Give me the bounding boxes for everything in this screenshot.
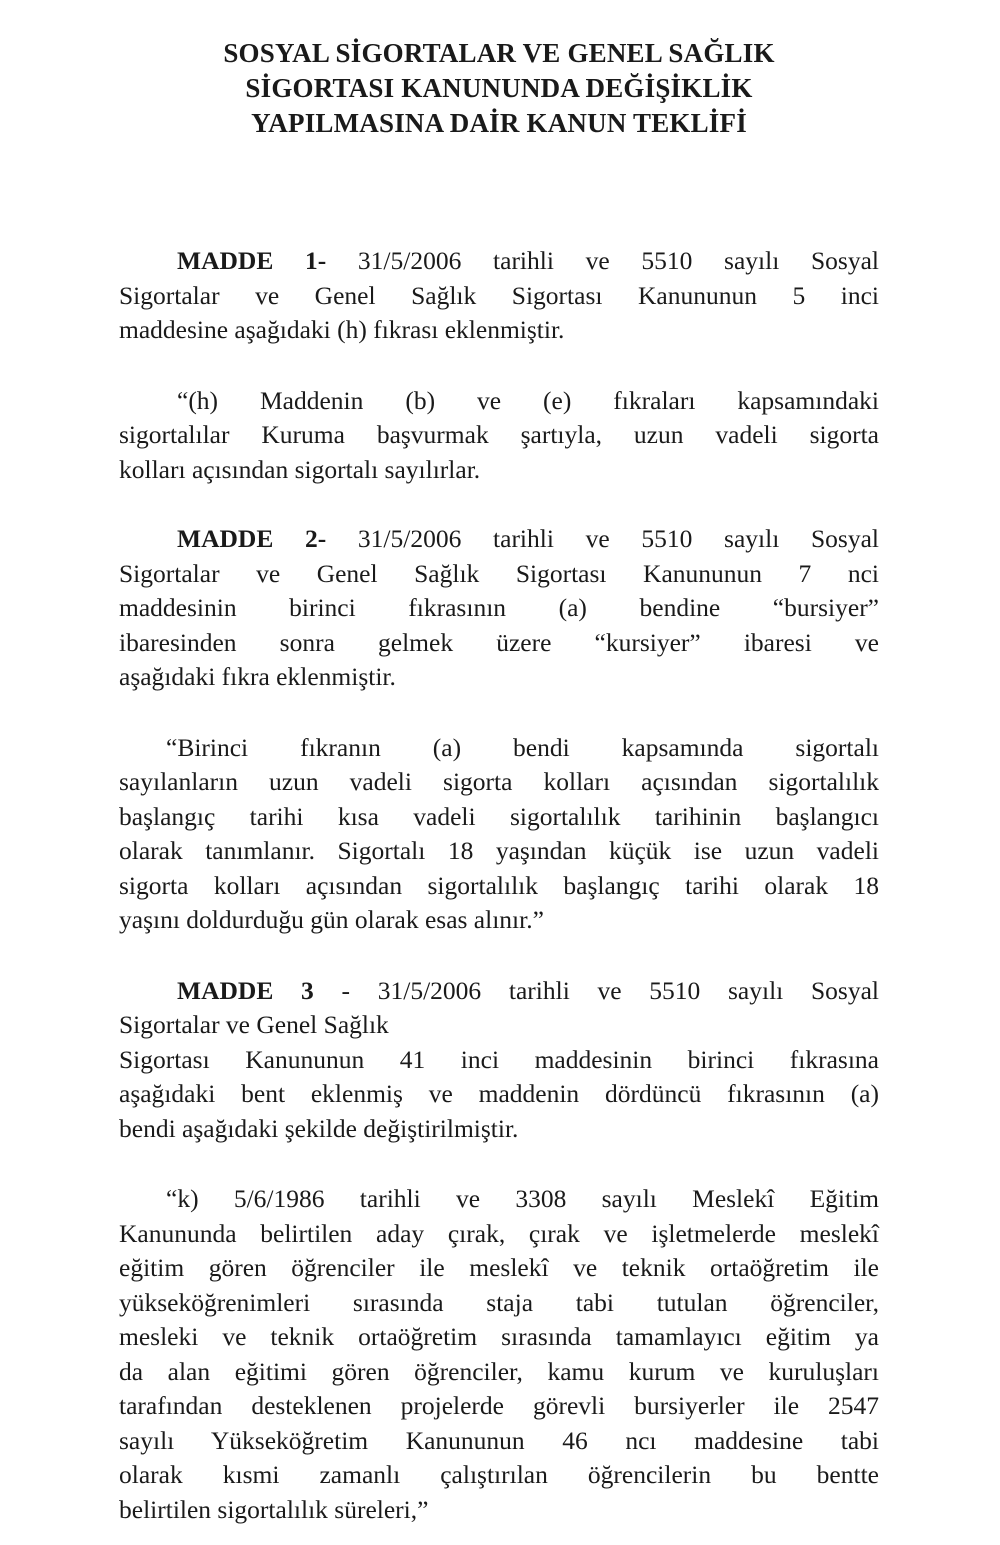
paragraph-line: Sigortalar ve Genel Sağlık (119, 1010, 389, 1039)
paragraph-line: eğitim gören öğrenciler ile meslekî ve teknik ortaöğretim ile (119, 1253, 879, 1282)
amendment-text-2 (119, 731, 879, 938)
article-1 (119, 244, 879, 348)
paragraph-line: aşağıdaki fıkra eklenmiştir. (119, 662, 396, 691)
article-2 (119, 522, 879, 695)
paragraph-line: sayılanların uzun vadeli sigorta kolları açısından sigortalılık (119, 767, 879, 796)
paragraph-line: bendi aşağıdaki şekilde değiştirilmiştir. (119, 1113, 519, 1143)
paragraph-line: Sigortası Kanununun 41 inci maddesinin birinci fıkrasına (119, 1044, 879, 1074)
article-3 (119, 974, 879, 1147)
paragraph-line: olarak tanımlanır. Sigortalı 18 yaşından küçük ise uzun vadeli (119, 836, 879, 865)
article-label: MADDE 3 (177, 975, 314, 1005)
paragraph-line: olarak kısmi zamanlı çalıştırılan öğrencilerin bu bentte (119, 1460, 879, 1489)
paragraph-line: “Birinci fıkranın (a) bendi kapsamında sigortalı (166, 732, 879, 762)
paragraph-line: maddesinin birinci fıkrasının (a) bendine “bursiyer” (119, 593, 879, 622)
amendment-text-3 (119, 1182, 879, 1527)
paragraph-line: sigorta kolları açısından sigortalılık başlangıç tarihi olarak 18 (119, 870, 879, 900)
paragraph-line: maddesine aşağıdaki (h) fıkrası eklenmiştir. (119, 315, 565, 344)
paragraph-line: “(h) Maddenin (b) ve (e) fıkraları kapsamındaki (177, 385, 879, 415)
article-label: MADDE 2- (177, 524, 327, 553)
paragraph-line: ibaresinden sonra gelmek üzere “kursiyer” ibaresi ve (119, 627, 879, 657)
paragraph-line: MADDE 1- 31/5/2006 tarihli ve 5510 sayılı Sosyal (177, 246, 879, 275)
paragraph-line: MADDE 2- 31/5/2006 tarihli ve 5510 sayılı Sosyal (177, 524, 879, 553)
paragraph-line: “k) 5/6/1986 tarihli ve 3308 sayılı Meslekî Eğitim (166, 1184, 879, 1213)
paragraph-line: mesleki ve teknik ortaöğretim sırasında tamamlayıcı eğitim ya (119, 1322, 879, 1351)
paragraph-line: belirtilen sigortalılık süreleri,” (119, 1494, 429, 1524)
paragraph-line: da alan eğitimi gören öğrenciler, kamu kurum ve kuruluşları (119, 1356, 879, 1386)
paragraph-line: Kanununda belirtilen aday çırak, çırak ve işletmelerde meslekî (119, 1218, 879, 1248)
paragraph-line: sigortalılar Kuruma başvurmak şartıyla, uzun vadeli sigorta (119, 420, 879, 449)
article-label: MADDE 1- (177, 246, 327, 275)
document-title (119, 36, 879, 141)
paragraph-line: yaşını doldurduğu gün olarak esas alınır.” (119, 905, 544, 934)
paragraph-line: sayılı Yükseköğretim Kanununun 46 ncı maddesine tabi (119, 1425, 879, 1455)
paragraph-line: kolları açısından sigortalı sayılırlar. (119, 454, 481, 484)
document-page (119, 36, 879, 1527)
paragraph-line: aşağıdaki bent eklenmiş ve maddenin dördüncü fıkrasının (a) (119, 1079, 879, 1108)
paragraph-line: Sigortalar ve Genel Sağlık Sigortası Kanununun 7 nci (119, 558, 879, 588)
paragraph-line: tarafından desteklenen projelerde görevli bursiyerler ile 2547 (119, 1391, 879, 1420)
paragraph-line: MADDE 3 - 31/5/2006 tarihli ve 5510 sayılı Sosyal (177, 975, 879, 1005)
title-line: YAPILMASINA DAİR KANUN TEKLİFİ (251, 108, 747, 138)
title-line: SİGORTASI KANUNUNDA DEĞİŞİKLİK (245, 73, 753, 103)
amendment-text-1 (119, 384, 879, 488)
title-line: SOSYAL SİGORTALAR VE GENEL SAĞLIK (223, 38, 775, 68)
paragraph-line: Sigortalar ve Genel Sağlık Sigortası Kanununun 5 inci (119, 280, 879, 310)
paragraph-line: yükseköğrenimleri sırasında staja tabi tutulan öğrenciler, (119, 1287, 879, 1317)
paragraph-line: başlangıç tarihi kısa vadeli sigortalılık tarihinin başlangıcı (119, 801, 879, 831)
